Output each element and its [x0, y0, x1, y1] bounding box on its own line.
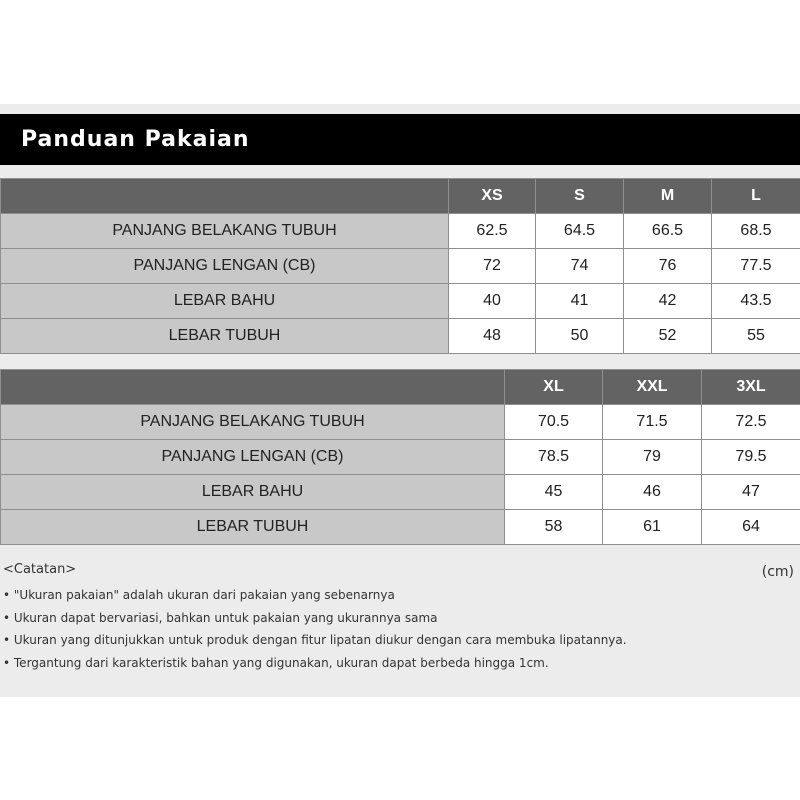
measurement-label: LEBAR TUBUH: [1, 510, 505, 545]
measurement-label: LEBAR TUBUH: [1, 319, 449, 354]
size-header: XL: [505, 370, 603, 405]
measurement-label: PANJANG LENGAN (CB): [1, 440, 505, 475]
measurement-label: PANJANG BELAKANG TUBUH: [1, 405, 505, 440]
notes-heading: <Catatan>: [3, 562, 77, 577]
table-row: [1, 249, 800, 284]
measurement-value: 70.5: [505, 405, 603, 440]
table-row: [1, 319, 800, 354]
measurement-label: PANJANG LENGAN (CB): [1, 249, 449, 284]
measurement-value: 66.5: [624, 214, 712, 249]
list-item: • Ukuran yang ditunjukkan untuk produk dengan fitur lipatan diukur dengan cara membuka lipatannya.: [3, 633, 627, 647]
measurement-label: PANJANG BELAKANG TUBUH: [1, 214, 449, 249]
list-item: • Ukuran dapat bervariasi, bahkan untuk pakaian yang ukurannya sama: [3, 610, 438, 625]
list-item: • "Ukuran pakaian" adalah ukuran dari pakaian yang sebenarnya: [3, 588, 395, 602]
table-row: [1, 475, 800, 510]
page-title: Panduan Pakaian: [21, 127, 250, 152]
size-guide-panel: [0, 104, 800, 697]
measurement-value: 43.5: [712, 284, 800, 319]
measurement-value: 50: [536, 319, 624, 354]
measurement-value: 48: [449, 319, 536, 354]
header-blank-cell: [1, 179, 449, 214]
measurement-value: 58: [505, 510, 603, 545]
header-blank-cell: [1, 370, 505, 405]
measurement-value: 72: [449, 249, 536, 284]
measurement-label: LEBAR BAHU: [1, 475, 505, 510]
measurement-value: 55: [712, 319, 800, 354]
size-header: S: [536, 179, 624, 214]
measurement-value: 79: [603, 440, 702, 475]
measurement-value: 78.5: [505, 440, 603, 475]
size-table-xl-3xl: [0, 369, 800, 545]
size-header: L: [712, 179, 800, 214]
measurement-value: 61: [603, 510, 702, 545]
measurement-value: 71.5: [603, 405, 702, 440]
measurement-value: 40: [449, 284, 536, 319]
table-header-row: [1, 370, 800, 405]
notes-list: [3, 586, 627, 676]
unit-label: (cm): [761, 564, 794, 580]
size-header: XXL: [603, 370, 702, 405]
measurement-value: 79.5: [702, 440, 800, 475]
measurement-value: 46: [603, 475, 702, 510]
measurement-value: 41: [536, 284, 624, 319]
title-bar: [0, 114, 800, 165]
measurement-value: 68.5: [712, 214, 800, 249]
table-header-row: [1, 179, 800, 214]
table-row: [1, 510, 800, 545]
measurement-label: LEBAR BAHU: [1, 284, 449, 319]
size-header: M: [624, 179, 712, 214]
measurement-value: 64: [702, 510, 800, 545]
measurement-value: 74: [536, 249, 624, 284]
measurement-value: 52: [624, 319, 712, 354]
table-row: [1, 440, 800, 475]
table-row: [1, 214, 800, 249]
size-table-xs-l: [0, 178, 800, 354]
list-item: • Tergantung dari karakteristik bahan yang digunakan, ukuran dapat berbeda hingga 1cm.: [3, 655, 549, 670]
measurement-value: 47: [702, 475, 800, 510]
measurement-value: 45: [505, 475, 603, 510]
measurement-value: 77.5: [712, 249, 800, 284]
measurement-value: 62.5: [449, 214, 536, 249]
size-header: XS: [449, 179, 536, 214]
table-row: [1, 405, 800, 440]
measurement-value: 42: [624, 284, 712, 319]
table-row: [1, 284, 800, 319]
size-header: 3XL: [702, 370, 800, 405]
measurement-value: 64.5: [536, 214, 624, 249]
measurement-value: 72.5: [702, 405, 800, 440]
measurement-value: 76: [624, 249, 712, 284]
